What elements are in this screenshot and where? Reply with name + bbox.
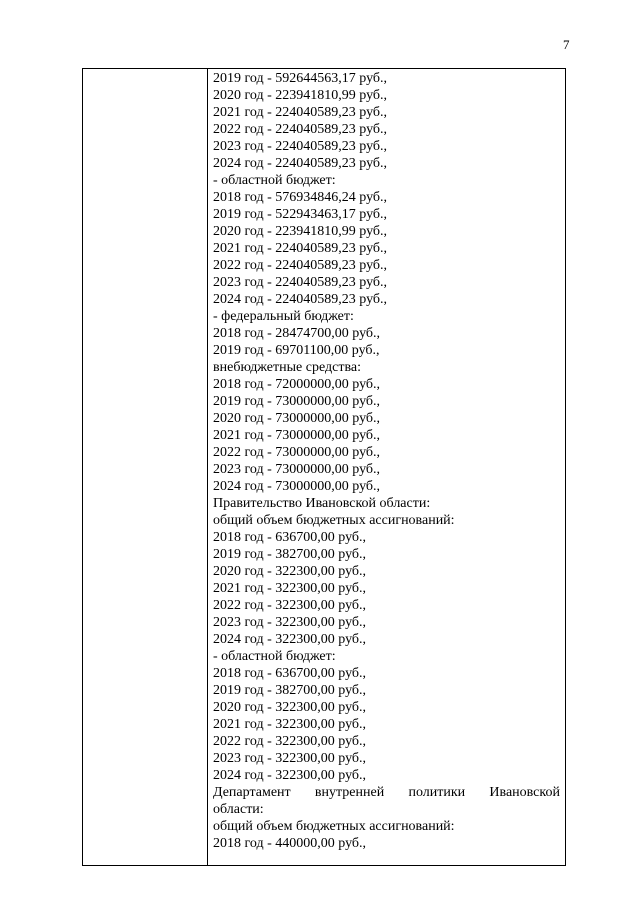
department-heading-line bbox=[213, 784, 560, 801]
text-line: 2018 год - 576934846,24 руб., bbox=[213, 190, 388, 205]
text-line: 2019 год - 592644563,17 руб., bbox=[213, 71, 388, 86]
text-line: 2022 год - 224040589,23 руб., bbox=[213, 122, 388, 137]
department-word: внутренней bbox=[314, 785, 385, 800]
text-line: 2022 год - 73000000,00 руб., bbox=[213, 445, 381, 460]
text-line: 2023 год - 322300,00 руб., bbox=[213, 615, 367, 630]
text-line: 2019 год - 73000000,00 руб., bbox=[213, 394, 381, 409]
text-line: 2018 год - 72000000,00 руб., bbox=[213, 377, 381, 392]
text-line: 2020 год - 73000000,00 руб., bbox=[213, 411, 381, 426]
table-left-cell bbox=[83, 69, 208, 865]
text-line: 2024 год - 73000000,00 руб., bbox=[213, 479, 381, 494]
text-line: области: bbox=[213, 802, 264, 817]
text-line: внебюджетные средства: bbox=[213, 360, 361, 375]
text-line: 2021 год - 224040589,23 руб., bbox=[213, 241, 388, 256]
text-line: 2022 год - 322300,00 руб., bbox=[213, 734, 367, 749]
department-word: Департамент bbox=[213, 785, 291, 800]
text-line: - областной бюджет: bbox=[213, 173, 336, 188]
text-line: общий объем бюджетных ассигнований: bbox=[213, 819, 455, 834]
department-word: политики bbox=[408, 785, 466, 800]
text-line: 2020 год - 322300,00 руб., bbox=[213, 700, 367, 715]
table-right-cell bbox=[208, 69, 565, 865]
department-word: Ивановской bbox=[489, 785, 560, 800]
text-line: 2018 год - 636700,00 руб., bbox=[213, 530, 367, 545]
text-line: 2021 год - 224040589,23 руб., bbox=[213, 105, 388, 120]
text-line: - областной бюджет: bbox=[213, 649, 336, 664]
text-line: 2021 год - 322300,00 руб., bbox=[213, 717, 367, 732]
text-line: 2019 год - 382700,00 руб., bbox=[213, 547, 367, 562]
text-line: 2021 год - 322300,00 руб., bbox=[213, 581, 367, 596]
text-line: 2022 год - 322300,00 руб., bbox=[213, 598, 367, 613]
text-line: общий объем бюджетных ассигнований: bbox=[213, 513, 455, 528]
budget-table bbox=[82, 68, 566, 866]
text-line: 2019 год - 69701100,00 руб., bbox=[213, 343, 380, 358]
text-line: 2018 год - 440000,00 руб., bbox=[213, 836, 367, 851]
text-line: 2024 год - 322300,00 руб., bbox=[213, 632, 367, 647]
text-line: 2020 год - 223941810,99 руб., bbox=[213, 88, 388, 103]
text-line: 2023 год - 224040589,23 руб., bbox=[213, 139, 388, 154]
text-line: 2020 год - 322300,00 руб., bbox=[213, 564, 367, 579]
text-line: Правительство Ивановской области: bbox=[213, 496, 431, 511]
funding-text bbox=[213, 70, 560, 852]
text-line: 2023 год - 224040589,23 руб., bbox=[213, 275, 388, 290]
text-line: 2023 год - 322300,00 руб., bbox=[213, 751, 367, 766]
text-line: - федеральный бюджет: bbox=[213, 309, 354, 324]
text-line: 2023 год - 73000000,00 руб., bbox=[213, 462, 381, 477]
text-line: 2024 год - 224040589,23 руб., bbox=[213, 156, 388, 171]
text-line: 2018 год - 28474700,00 руб., bbox=[213, 326, 381, 341]
page-number: 7 bbox=[563, 37, 570, 52]
text-line: 2021 год - 73000000,00 руб., bbox=[213, 428, 381, 443]
text-line: 2020 год - 223941810,99 руб., bbox=[213, 224, 388, 239]
text-line: 2024 год - 224040589,23 руб., bbox=[213, 292, 388, 307]
text-line: 2022 год - 224040589,23 руб., bbox=[213, 258, 388, 273]
text-line: 2019 год - 382700,00 руб., bbox=[213, 683, 367, 698]
text-line: 2024 год - 322300,00 руб., bbox=[213, 768, 367, 783]
text-line: 2019 год - 522943463,17 руб., bbox=[213, 207, 388, 222]
text-line: 2018 год - 636700,00 руб., bbox=[213, 666, 367, 681]
